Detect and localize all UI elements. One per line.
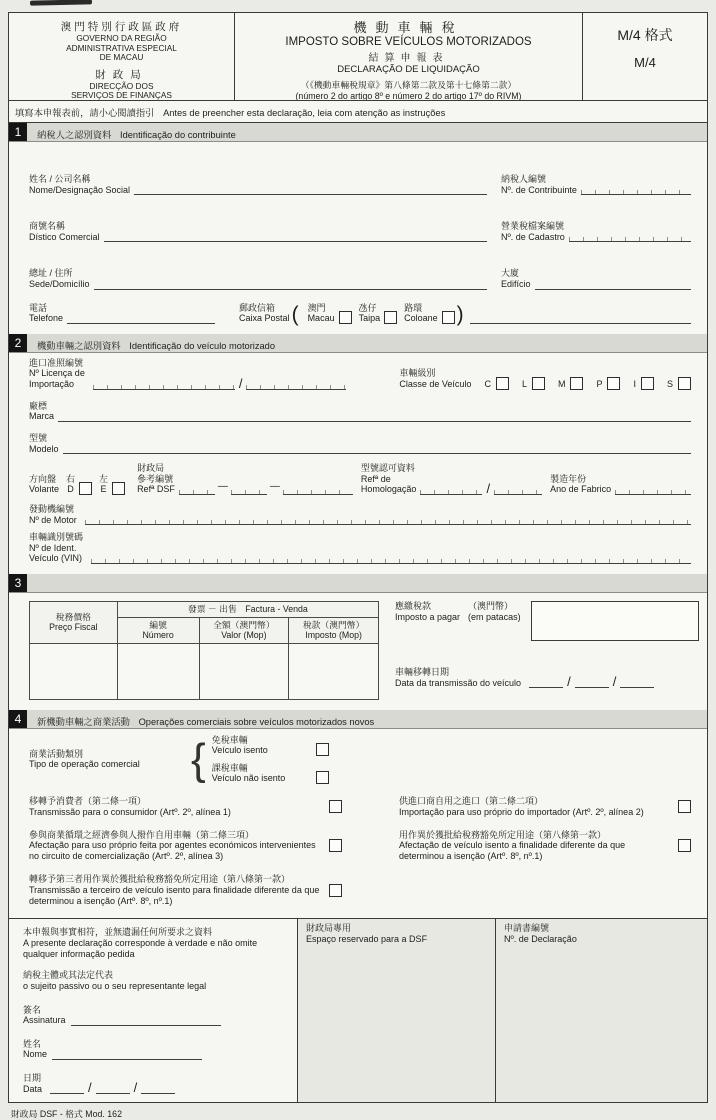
imposto-a-pagar-label (395, 601, 460, 622)
dsf-reserved-label (306, 923, 487, 944)
import-licence-slash: / (238, 375, 243, 391)
taipa-label-cn: 氹仔 (358, 302, 377, 313)
imposto-header-pt: Imposto (Mop) (305, 630, 362, 641)
veiculo-isento-checkbox[interactable] (316, 743, 329, 756)
section3-number: 3 (9, 574, 27, 592)
taipa-label-pt: Taipa (358, 313, 381, 324)
section3-content (9, 593, 707, 710)
homologacao-label-pt1: Refª de (360, 473, 391, 484)
data-label-pt: Data (23, 1083, 43, 1094)
contribuinte-label-pt: Nº. de Contribuinte (501, 184, 577, 195)
patacas-label (468, 601, 521, 622)
volante-left-option (99, 474, 125, 495)
classe-label-pt: Classe de Veículo (399, 379, 472, 390)
declaration-number-label-pt: Nº. de Declaração (504, 934, 577, 945)
op3-checkbox[interactable] (329, 839, 342, 852)
tipo-operacao-brace: { (191, 734, 206, 784)
coloane-label (404, 303, 438, 324)
operation-row-1 (29, 796, 691, 818)
assinatura-input-line[interactable] (71, 1014, 221, 1026)
dsf-ref-label-pt: Refª DSF (137, 484, 175, 495)
subject-statement (23, 970, 287, 991)
assinatura-row (23, 1005, 287, 1026)
section4-title (27, 710, 374, 728)
import-licence-boxes-1[interactable] (93, 378, 235, 390)
government-name-pt-2: ADMINISTRATIVA ESPECIAL (66, 42, 177, 53)
imposto-a-pagar-label-pt: Imposto a pagar (395, 611, 461, 622)
preco-fiscal-header-cn: 稅務價格 (55, 611, 91, 622)
data-slash-2: / (133, 1080, 138, 1096)
macau-checkbox[interactable] (339, 311, 352, 324)
dsf-reserved-label-pt: Espaço reservado para a DSF (306, 934, 428, 945)
op5-text (29, 874, 321, 906)
classe-p-checkbox[interactable] (607, 377, 620, 390)
cadastro-number-boxes[interactable] (569, 230, 691, 242)
contribuinte-label-cn: 納稅人編號 (501, 174, 547, 184)
postal-close-paren: ) (456, 303, 464, 327)
section1-content (9, 142, 707, 334)
form-subtitle-pt: DECLARAÇÃO DE LIQUIDAÇÃO (337, 64, 480, 75)
import-licence-row (29, 358, 691, 390)
nome-label-cn: 姓名 (23, 1038, 42, 1049)
instruction-cn: 填寫本申報表前，請小心閱讀指引 (15, 108, 155, 118)
taipa-label (359, 303, 381, 324)
sede-input-line[interactable] (94, 278, 487, 290)
data-transmissao-label-cn: 車輛移轉日期 (395, 667, 450, 678)
classe-label-cn: 車輛級別 (399, 368, 436, 379)
imposto-a-pagar-label-cn: 應繳稅款 (395, 601, 432, 612)
dsf-ref-label-cn1: 財政局 (137, 463, 165, 474)
veiculo-isento-label (212, 735, 304, 756)
legal-reference-cn: （《機動車輛稅規章》第八條第二款及第十七條第二款） (300, 80, 517, 90)
modelo-label-pt: Modelo (29, 443, 59, 454)
section2-bar (9, 334, 707, 353)
modelo-label (29, 433, 59, 454)
volante-left-label (99, 474, 108, 495)
department-block (13, 67, 230, 101)
classe-label (399, 368, 471, 389)
motor-number-boxes[interactable] (85, 513, 691, 525)
assinatura-label (23, 1005, 66, 1026)
section4-number: 4 (9, 710, 27, 728)
section1-number: 1 (9, 123, 27, 141)
dsf-ref-boxes-2[interactable] (231, 483, 267, 495)
cadastro-label-pt: Nº. de Cadastro (501, 231, 565, 242)
cadastro-field-group (501, 221, 691, 242)
section2-title-pt: Identificação do veículo motorizado (129, 340, 276, 351)
motor-row (29, 504, 691, 525)
factura-table (29, 601, 379, 700)
telefone-input-line[interactable] (67, 312, 215, 324)
data-label (23, 1073, 42, 1094)
dsf-ref-label-cn2: 參考編號 (137, 473, 174, 484)
volante-right-option (66, 474, 92, 495)
motor-label-pt: Nº de Motor (29, 514, 77, 525)
volante-row (29, 463, 691, 495)
coloane-checkbox[interactable] (442, 311, 455, 324)
form-model-footnote: 財政局 DSF - 格式 Mod. 162 (11, 1109, 122, 1120)
veiculo-isento-option (212, 735, 329, 756)
caixa-postal-input-line[interactable] (470, 312, 691, 324)
homologacao-label-cn: 型號認可資料 (360, 463, 415, 474)
transmissao-day-line[interactable] (529, 676, 563, 688)
import-licence-label-cn: 進口准照編號 (29, 357, 84, 368)
data-slash-1: / (88, 1080, 92, 1096)
caixa-postal-label-cn: 郵政信箱 (239, 302, 276, 313)
cadastro-label (501, 221, 565, 242)
op2-text (399, 796, 670, 818)
data-transmissao-label (395, 667, 521, 688)
transmissao-year-line[interactable] (620, 676, 654, 688)
section3-bar (9, 574, 707, 593)
vin-number-boxes[interactable] (91, 552, 691, 564)
dsf-ref-boxes-3[interactable] (283, 483, 353, 495)
name-label-pt: Nome/Designação Social (29, 184, 131, 195)
distico-field-group (29, 221, 487, 242)
factura-venda-header-pt: Factura - Venda (245, 604, 308, 615)
volante-left-label-pt: E (100, 484, 107, 495)
distico-label-cn: 商號名稱 (29, 221, 66, 232)
classe-c-checkbox[interactable] (496, 377, 509, 390)
vin-label-pt2: Veículo (VIN) (29, 553, 83, 564)
government-name-cn: 澳門特別行政區政府 (60, 21, 183, 33)
tipo-operacao-label-cn: 商業活動類別 (29, 748, 84, 759)
numero-cell[interactable] (117, 643, 199, 699)
section1-title-cn: 納稅人之認別資料 (37, 130, 112, 140)
edificio-label-pt: Edifício (501, 279, 531, 290)
signature-block (9, 918, 707, 1102)
vin-row (29, 532, 691, 564)
section4-title-cn: 新機動車輛之商業活動 (37, 716, 130, 727)
contribuinte-number-boxes[interactable] (581, 183, 691, 195)
edificio-input-line[interactable] (535, 278, 691, 290)
declaration-number-area[interactable] (495, 919, 707, 1102)
coloane-option (404, 303, 455, 324)
ano-fabrico-label-pt: Ano de Fabrico (550, 484, 612, 495)
op2-text-cn: 供進口商自用之進口（第二條二項） (399, 796, 544, 807)
dsf-reserved-area[interactable] (297, 919, 495, 1102)
name-label-cn: 姓名 / 公司名稱 (29, 174, 91, 184)
form-title-block (235, 13, 583, 100)
marca-row (29, 401, 691, 422)
homologacao-boxes-2[interactable] (494, 483, 542, 495)
op5-text-pt: Transmissão a terceiro de veículo isento para finalidade diferente da que determinou a isenção (Artº. 8º, nº.1) (29, 884, 320, 906)
op1-text-pt: Transmissão para o consumidor (Artº. 2º, alínea 1) (29, 806, 231, 817)
scan-artifact-mark (30, 0, 92, 6)
contribuinte-label (501, 174, 577, 195)
op3-text (29, 830, 321, 862)
subject-statement-cn: 納稅主體或其法定代表 (23, 970, 114, 981)
op4-text (399, 830, 670, 862)
coloane-label-pt: Coloane (404, 313, 438, 324)
legal-reference-pt: (número 2 do artigo 8º e número 2 do artigo 17º do RIVM) (295, 91, 522, 101)
imposto-header (289, 617, 379, 643)
distico-label (29, 221, 100, 242)
macau-label (308, 303, 335, 324)
section2-number: 2 (9, 334, 27, 352)
ano-fabrico-boxes[interactable] (615, 483, 691, 495)
form-header (9, 13, 707, 101)
distico-label-pt: Dístico Comercial (29, 231, 100, 242)
veiculo-nao-isento-label-pt: Veículo não isento (211, 773, 286, 784)
department-name-pt-1: DIRECÇÃO DOS (89, 80, 154, 91)
volante-label-pt: Volante (29, 484, 60, 495)
tipo-operacao-options (212, 735, 329, 784)
homologacao-boxes-1[interactable] (420, 483, 482, 495)
data-transmissao-row (395, 667, 699, 688)
veiculo-nao-isento-label (212, 763, 304, 784)
form-title-pt: IMPOSTO SOBRE VEÍCULOS MOTORIZADOS (285, 36, 532, 48)
veiculo-nao-isento-label-cn: 課稅車輛 (211, 762, 248, 773)
contribuinte-field-group (501, 174, 691, 195)
imposto-a-pagar-input-box[interactable] (531, 601, 699, 641)
tipo-operacao-label (29, 749, 177, 770)
classe-letter-p: P (596, 378, 603, 389)
tipo-operacao-label-pt: Tipo de operação comercial (29, 759, 140, 770)
factura-venda-header-cn: 發票 － 出售 (187, 604, 237, 615)
section4-content (9, 729, 707, 919)
coloane-label-cn: 路環 (404, 302, 423, 313)
form-code-label: M/4 格式 (617, 27, 673, 43)
preco-fiscal-cell[interactable] (30, 643, 118, 699)
classe-i-checkbox[interactable] (641, 377, 654, 390)
section3-title (27, 574, 37, 592)
op1-option (29, 796, 381, 818)
name-field-group (29, 174, 487, 195)
instruction-bar (9, 101, 707, 123)
valor-header (199, 617, 289, 643)
volante-right-label-cn: 右 (66, 473, 76, 484)
vin-label-pt1: Nº de Ident. (29, 542, 77, 553)
veiculo-nao-isento-option (212, 763, 329, 784)
op1-text (29, 796, 321, 818)
classe-m-checkbox[interactable] (570, 377, 583, 390)
macau-label-cn: 澳門 (307, 302, 326, 313)
op3-text-cn: 參與商業循環之經濟參與人撥作自用車輛（第二條三項） (29, 829, 255, 840)
section4-bar (9, 710, 707, 729)
op2-option (399, 796, 691, 818)
section1-title (27, 123, 236, 141)
sede-field-group (29, 268, 487, 289)
m4-tax-form (8, 12, 708, 1103)
edificio-field-group (501, 268, 691, 289)
patacas-label-pt: (em patacas) (468, 611, 521, 622)
dsf-ref-label (137, 463, 175, 495)
veiculo-nao-isento-checkbox[interactable] (316, 771, 329, 784)
import-licence-label-pt2: Importação (29, 379, 75, 390)
classe-l-checkbox[interactable] (532, 377, 545, 390)
homologacao-slash: / (486, 480, 491, 496)
op5-option (29, 874, 381, 906)
classe-letter-m: M (557, 378, 566, 389)
op1-checkbox[interactable] (329, 800, 342, 813)
volante-label-cn: 方向盤 (29, 473, 57, 484)
import-licence-boxes-2[interactable] (246, 378, 346, 390)
telefone-label-pt: Telefone (29, 313, 64, 324)
import-licence-label (29, 358, 85, 390)
name-label (29, 174, 130, 195)
op3-option (29, 830, 381, 862)
data-year-line[interactable] (141, 1082, 175, 1094)
marca-input-line[interactable] (58, 410, 691, 422)
sede-label (29, 268, 90, 289)
section2-title (27, 334, 275, 352)
postal-open-paren: ( (291, 303, 299, 327)
declaration-statement (23, 927, 287, 959)
vin-label (29, 532, 83, 564)
section2-content (9, 353, 707, 574)
data-month-line[interactable] (96, 1082, 130, 1094)
form-subtitle-cn: 結算申報表 (368, 53, 449, 64)
department-name-cn: 財政局 (95, 68, 148, 81)
data-transmissao-label-pt: Data da transmissão do veículo (395, 677, 522, 688)
declaration-statement-cn: 本申報與事實相符，並無遺漏任何所要求之資料 (23, 927, 213, 938)
motor-label-cn: 發動機編號 (29, 503, 75, 514)
telefone-label (29, 303, 63, 324)
form-title-cn: 機動車輛稅 (353, 20, 464, 35)
tipo-operacao-row (29, 735, 691, 784)
marca-label (29, 401, 54, 422)
import-licence-label-pt1: Nº Licença de (29, 368, 85, 379)
op2-checkbox[interactable] (678, 800, 691, 813)
volante-right-label (66, 474, 75, 495)
dsf-ref-boxes-1[interactable] (179, 483, 215, 495)
distico-input-line[interactable] (104, 230, 487, 242)
op2-text-pt: Importação para uso próprio do importador (Artº. 2º, alínea 2) (399, 806, 644, 817)
op5-text-cn: 轉移予第三者用作異於獲批給稅務豁免所定用途（第八條第一款） (29, 874, 291, 885)
macau-option (308, 303, 352, 324)
preco-fiscal-header-pt: Preço Fiscal (49, 622, 98, 633)
homologacao-label (361, 463, 417, 495)
marca-label-cn: 廠標 (29, 400, 48, 411)
nome-label-pt: Nome (23, 1049, 48, 1060)
cadastro-label-cn: 營業稅檔案編號 (501, 221, 565, 232)
numero-header-pt: Número (142, 630, 174, 641)
op1-text-cn: 移轉予消費者（第二條一項） (29, 796, 147, 807)
government-name-pt-3: DE MACAU (99, 52, 144, 63)
imposto-header-cn: 稅款（澳門幣） (302, 619, 365, 630)
operation-row-3 (29, 874, 691, 906)
government-name-pt-1: GOVERNO DA REGIÃO (76, 33, 167, 43)
nome-input-line[interactable] (52, 1048, 202, 1060)
op4-text-cn: 用作異於獲批給稅務豁免所定用途（第八條第一款） (399, 829, 607, 840)
taipa-option (359, 303, 398, 324)
vin-label-cn: 車輛識別號碼 (29, 532, 84, 543)
section1-bar (9, 123, 707, 142)
numero-header-cn: 編號 (149, 619, 167, 630)
operation-row-2 (29, 830, 691, 862)
transmissao-slash-1: / (567, 674, 571, 690)
data-day-line[interactable] (50, 1082, 84, 1094)
volante-label (29, 474, 59, 495)
imposto-a-pagar-block (379, 601, 699, 700)
form-code: M/4 (634, 55, 656, 70)
government-block (9, 13, 235, 100)
taipa-checkbox[interactable] (384, 311, 397, 324)
declaration-statement-pt: A presente declaração corresponde à verdade e não omite qualquer informação pedida (23, 938, 258, 959)
volante-left-checkbox[interactable] (112, 482, 125, 495)
classe-s-checkbox[interactable] (678, 377, 691, 390)
valor-header-cn: 全額（澳門幣） (213, 619, 275, 630)
sede-label-pt: Sede/Domicílio (29, 279, 90, 290)
motor-label (29, 504, 77, 525)
transmissao-slash-2: / (612, 674, 617, 690)
department-name-pt-2: SERVIÇOS DE FINANÇAS (71, 90, 172, 101)
classe-letter-c: C (484, 378, 491, 389)
name-input-line[interactable] (134, 183, 487, 195)
valor-cell[interactable] (199, 643, 289, 699)
op4-option (399, 830, 691, 862)
data-row (23, 1073, 287, 1094)
subject-statement-pt: o sujeito passivo ou o seu representante legal (23, 980, 207, 991)
section4-title-pt: Operações comerciais sobre veículos motorizados novos (138, 716, 375, 727)
nome-row (23, 1039, 287, 1060)
declaration-number-label (504, 923, 699, 944)
edificio-label (501, 268, 531, 289)
volante-left-label-cn: 左 (99, 473, 109, 484)
edificio-label-cn: 大廈 (501, 268, 520, 279)
op4-checkbox[interactable] (678, 839, 691, 852)
veiculo-isento-label-pt: Veículo isento (211, 745, 268, 756)
imposto-cell[interactable] (289, 643, 379, 699)
volante-right-checkbox[interactable] (79, 482, 92, 495)
classe-letter-l: L (521, 378, 527, 389)
classe-letter-i: I (633, 378, 636, 389)
homologacao-label-pt2: Homologação (360, 484, 417, 495)
caixa-postal-label-pt: Caixa Postal (239, 313, 290, 324)
modelo-label-cn: 型號 (29, 432, 48, 443)
marca-label-pt: Marca (29, 411, 55, 422)
declaration-number-label-cn: 申請書編號 (504, 923, 550, 934)
op4-text-pt: Afectação de veículo isento a finalidade diferente da que determinou a isenção (Artº. 8º, nº.1) (399, 840, 626, 862)
preco-fiscal-header (30, 602, 118, 644)
assinatura-label-cn: 簽名 (23, 1004, 42, 1015)
volante-right-label-pt: D (67, 484, 74, 495)
data-label-cn: 日期 (23, 1072, 42, 1083)
dsf-ref-dash-2: — (269, 480, 280, 492)
valor-header-pt: Valor (Mop) (221, 630, 267, 641)
nome-label (23, 1039, 47, 1060)
op3-text-pt: Afectação para uso próprio feita por agentes económicos intervenientes no circuito de comercialização (Artº. 2º, alínea 3) (29, 840, 316, 862)
modelo-input-line[interactable] (63, 442, 691, 454)
section1-title-pt: Identificação do contribuinte (119, 130, 236, 140)
numero-header (117, 617, 199, 643)
declaration-area (9, 919, 297, 1102)
dsf-ref-dash-1: — (217, 480, 228, 492)
veiculo-isento-label-cn: 免稅車輛 (211, 734, 248, 745)
transmissao-month-line[interactable] (575, 676, 609, 688)
instruction-pt: Antes de preencher esta declaração, leia com atenção as instruções (163, 108, 446, 118)
ano-fabrico-label-cn: 製造年份 (550, 473, 587, 484)
dsf-reserved-label-cn: 財政局專用 (306, 923, 352, 934)
ano-fabrico-label (550, 474, 611, 495)
macau-label-pt: Macau (307, 313, 335, 324)
sede-label-cn: 總址 / 住所 (29, 268, 73, 279)
section2-title-cn: 機動車輛之認別資料 (37, 340, 121, 351)
modelo-row (29, 433, 691, 454)
assinatura-label-pt: Assinatura (23, 1015, 66, 1026)
telefone-label-cn: 電話 (29, 302, 48, 313)
caixa-postal-label (239, 303, 290, 324)
classe-letter-s: S (666, 378, 673, 389)
factura-venda-header (117, 602, 378, 618)
patacas-label-cn: （澳門幣） (468, 601, 514, 612)
op5-checkbox[interactable] (329, 884, 342, 897)
form-code-block (583, 13, 707, 100)
